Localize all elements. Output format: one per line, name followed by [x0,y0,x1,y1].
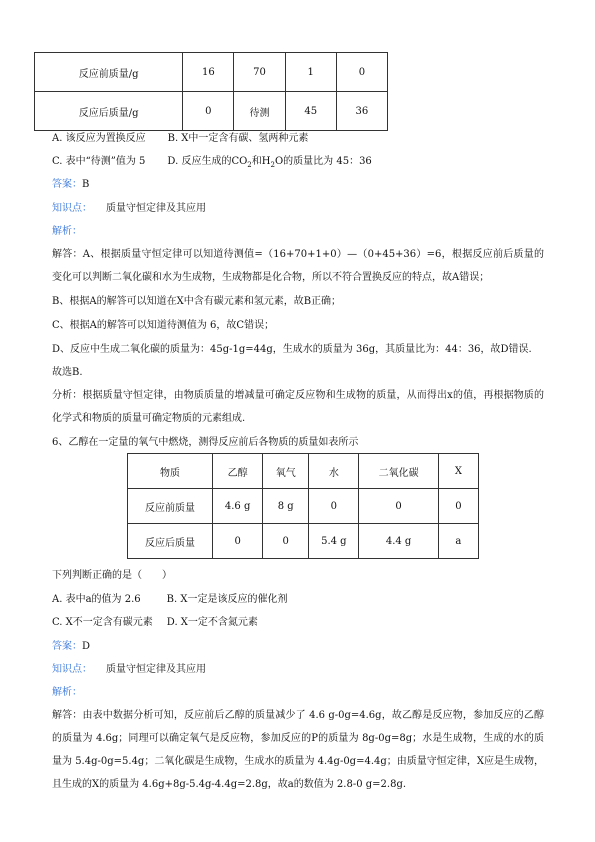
fenxi-paragraph: 分析：根据质量守恒定律，由物质质量的增减量可确定反应物和生成物的质量，从而得出x的值，再根据物质的化学式和物质的质量可确定物质的元素组成. [52,390,544,424]
table-cell: 0 [263,524,309,559]
answer-line [52,178,89,192]
table-cell: 0 [359,489,438,524]
question-6-prompt: 下列判断正确的是（ ） [52,570,172,581]
knowledge-value: 质量守恒定律及其应用 [106,664,206,675]
options-ab [52,132,308,146]
solution-b: B、根据A的解答可以知道在X中含有碳元素和氢元素，故B正确； [52,296,342,307]
table-cell: 0 [438,489,478,524]
table-row [35,92,388,131]
table-cell: 36 [336,92,387,131]
option-c: C. 表中“待测”值为 5 [52,156,146,167]
option-b: B. X中一定含有碳、氢两种元素 [167,133,309,144]
table-cell: 4.4 g [359,524,438,559]
table-cell: 0 [213,524,263,559]
column-header: 物质 [128,454,213,489]
analysis-label: 解析： [52,226,82,237]
solution-a: 解答：A、根据质量守恒定律可以知道待测值=（16+70+1+0）—（0+45+36）=6，根据反应前后质量的变化可以判断二氧化碳和水为生成物，生成物都是化合物，所以不符合置换反应的特点，故A错误； [52,249,544,283]
solution-c: C、根据A的解答可以知道待测值为 6，故C错误； [52,320,275,331]
table-row [128,524,479,559]
solution-paragraph: 解答：由表中数据分析可知，反应前后乙醇的质量减少了 4.6 g-0g=4.6g，故乙醇是反应物，参加反应的乙醇的质量为 4.6g；同理可以确定氧气是反应物，参加反应的P的质量为 8g-0g=8g；水是生成物，生成的水的质量为 5.4g-0g=5.4g；二氧化碳是生成物，生成水的质量为 4.4g-0g=4.4g；由质量守恒定律，X应是生成物，且生成的X的质量为 4.6g+8g-5.4g-4.4g=2.8g，故a的数值为 2.8-0 g=2.8g. [52,710,544,790]
knowledge-value: 质量守恒定律及其应用 [106,203,206,214]
answer-line [52,640,90,654]
table-cell: 0 [336,53,387,92]
table-cell: 待测 [234,92,285,131]
table-cell: 0 [183,92,234,131]
row-label: 反应前质量 [128,489,213,524]
solution-conclusion: 故选B. [52,367,83,378]
table-header-row [128,454,479,489]
table-row [35,53,388,92]
row-label: 反应后质量 [128,524,213,559]
options-ab [52,593,287,607]
table-cell: 16 [183,53,234,92]
table-cell: 70 [234,53,285,92]
column-header: 乙醇 [213,454,263,489]
mass-table-q6 [127,453,479,559]
analysis-label: 解析： [52,687,82,698]
option-a: A. 该反应为置换反应 [52,133,146,144]
row-label: 反应前质量/g [35,53,183,92]
knowledge-line [52,663,206,677]
table-row [128,489,479,524]
column-header: 氧气 [263,454,309,489]
column-header: X [438,454,478,489]
row-label: 反应后质量/g [35,92,183,131]
options-cd [52,616,258,630]
answer-value: B [82,179,90,190]
options-cd [52,155,372,172]
option-c: C. X不一定含有碳元素 [52,617,153,628]
table-cell: 4.6 g [213,489,263,524]
mass-table-q5 [34,52,388,131]
option-a: A. 表中a的值为 2.6 [52,594,141,605]
column-header: 水 [309,454,359,489]
knowledge-label: 知识点： [52,203,92,214]
knowledge-label: 知识点： [52,664,92,675]
table-cell: 45 [285,92,336,131]
answer-value: D [82,641,91,652]
option-b: B. X一定是该反应的催化剂 [166,594,288,605]
answer-label: 答案： [52,641,82,652]
option-d: D. X一定不含氮元素 [166,617,258,628]
question-6-stem: 6、乙醇在一定量的氧气中燃烧，测得反应前后各物质的质量如表所示 [52,437,359,448]
table-cell: a [438,524,478,559]
table-cell: 1 [285,53,336,92]
solution-d: D、反应中生成二氧化碳的质量为：45g-1g=44g，生成水的质量为 36g，其质量比为：44：36，故D错误. [52,344,532,355]
column-header: 二氧化碳 [359,454,438,489]
table-cell: 0 [309,489,359,524]
answer-label: 答案： [52,179,82,190]
table-cell: 5.4 g [309,524,359,559]
table-cell: 8 g [263,489,309,524]
option-d: D. 反应生成的$CO_2$和$H_2O$的质量比为 45：36 [167,156,372,169]
knowledge-line [52,202,206,216]
